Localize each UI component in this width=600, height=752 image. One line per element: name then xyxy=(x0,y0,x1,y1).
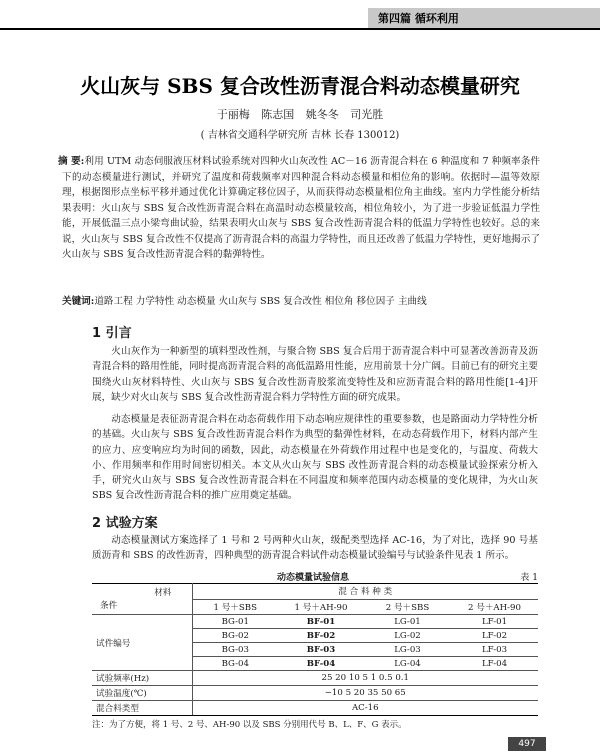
corner-condition: 条件 xyxy=(100,601,118,611)
column-header: 2 号＋SBS xyxy=(364,599,451,615)
table-cell: BF-04 xyxy=(278,657,364,671)
grad-label: 混合料类型 xyxy=(92,701,192,716)
affiliation: ( 吉林省交通科学研究所 吉林 长春 130012) xyxy=(200,130,400,141)
authors: 于丽梅 陈志国 姚冬冬 司光胜 xyxy=(216,108,384,121)
column-header: 1 号＋AH-90 xyxy=(278,599,364,615)
table-cell: BG-02 xyxy=(192,629,278,643)
intro-paragraph-1: 火山灰作为一种新型的填料型改性剂，与聚合物 SBS 复合后用于沥青混合料中可显著改善沥青及沥青混合料的路用性能，同时提高沥青混合料的高低温路用性能，应用前景十分广阔。目前已有的研究主要围绕火山灰材料特性、火山灰与 SBS 复合改性沥青胶浆流变特性及和应沥青混合料的路用性能[1-4]开展，缺少对火山灰与 SBS 复合改性沥青混合料力学特性方面的研究成果。 xyxy=(92,346,538,403)
table-cell: BF-01 xyxy=(278,615,364,629)
table-cell: BG-01 xyxy=(192,615,278,629)
paper-title: 火山灰与 SBS 复合改性沥青混合料动态模量研究 xyxy=(80,74,520,98)
table-cell: BF-02 xyxy=(278,629,364,643)
table-cell: LG-01 xyxy=(364,615,451,629)
table-note: 注：为了方便，将 1 号、2 号、AH-90 以及 SBS 分别用代号 B、L、F、G 表示。 xyxy=(92,720,407,730)
params-table xyxy=(92,583,538,716)
table-cell: BF-03 xyxy=(278,643,364,657)
abstract-label: 摘 要: xyxy=(58,156,85,167)
header-rule xyxy=(0,28,600,30)
table-corner-cell xyxy=(92,584,192,615)
section-heading-method: 2 试验方案 xyxy=(92,516,158,531)
specimen-label: 试件编号 xyxy=(92,615,192,671)
corner-material: 材料 xyxy=(154,588,172,598)
abstract-text: 利用 UTM 动态伺服液压材料试验系统对四种火山灰改性 AC－16 沥青混合料在 6 种温度和 7 种频率条件下的动态模量进行测试，并研究了温度和荷载频率对四种混合料动态模量和相位角的影响。依据时—温等效原理，根据图形点坐标平移并通过优化计算确定移位因子，从而获得动态模量相位角主曲线。室内力学性能分析结果表明：火山灰与 SBS 复合改性沥青混合料在高温时动态模量较高，相位角较小，为了进一步验证低温力学性能，开展低温三点小梁弯曲试验，结果表明火山灰与 SBS 复合改性沥青混合料的低温力学特性也较好。总的来说，火山灰与 SBS 复合改性不仅提高了沥青混合料的高温力学特性，而且还改善了低温力学特性，更好地揭示了火山灰与 SBS 复合改性沥青混合料的黏弹特性。 xyxy=(62,156,540,260)
column-header: 2 号＋AH-90 xyxy=(451,599,538,615)
freq-values: 25 20 10 5 1 0.5 0.1 xyxy=(192,671,538,686)
table-cell: BG-04 xyxy=(192,657,278,671)
keywords xyxy=(62,294,540,309)
abstract xyxy=(58,154,540,263)
table-cell: LF-02 xyxy=(451,629,538,643)
table-title: 动态模量试验信息 xyxy=(277,573,350,583)
page-number: 497 xyxy=(508,737,546,751)
table-cell: LF-01 xyxy=(451,615,538,629)
keywords-text: 道路工程 力学特性 动态模量 火山灰与 SBS 复合改性 相位角 移位因子 主曲线 xyxy=(94,296,427,307)
method-paragraph-1: 动态模量测试方案选择了 1 号和 2 号两种火山灰，级配类型选择 AC-16，为了对比，选择 90 号基质沥青和 SBS 的改性沥青，四种典型的沥青混合料试件动态模量试验编号与试验条件见表 1 所示。 xyxy=(92,535,538,562)
temp-values: −10 5 20 35 50 65 xyxy=(192,686,538,701)
table-row xyxy=(92,686,538,701)
freq-label: 试验频率(Hz) xyxy=(92,671,192,686)
table-row xyxy=(92,615,538,629)
table-row xyxy=(92,701,538,716)
table-cell: LG-03 xyxy=(364,643,451,657)
running-header: 第四篇 循环利用 xyxy=(378,12,459,25)
table-number: 表 1 xyxy=(520,573,538,583)
grad-value: AC-16 xyxy=(192,701,538,716)
column-header: 1 号＋SBS xyxy=(192,599,278,615)
table-cell: LG-02 xyxy=(364,629,451,643)
keywords-label: 关键词: xyxy=(62,296,95,307)
table-cell: LF-04 xyxy=(451,657,538,671)
group-header: 混 合 料 种 类 xyxy=(192,584,538,600)
table-cell: BG-03 xyxy=(192,643,278,657)
table-header-row xyxy=(92,584,538,600)
temp-label: 试验温度(℃) xyxy=(92,686,192,701)
intro-paragraph-2: 动态模量是表征沥青混合料在动态荷载作用下动态响应规律性的重要参数，也是路面动力学特性分析的基础。火山灰与 SBS 复合改性沥青混合料作为典型的黏弹性材料，在动态荷载作用下，材料内部产生的应力、应变响应均为时间的函数，因此，动态模量在外荷载作用过程中也是变化的，与温度、荷载大小、作用频率和作用时间密切相关。本文从火山灰与 SBS 改性沥青混合料的动态模量试验探索分析入手，研究火山灰与 SBS 复合改性沥青混合料在不同温度和频率范围内动态模量的变化规律，为火山灰 SBS 复合改性沥青混合料的推广应用奠定基础。 xyxy=(92,414,538,502)
table-cell: LG-04 xyxy=(364,657,451,671)
table-cell: LF-03 xyxy=(451,643,538,657)
section-heading-intro: 1 引言 xyxy=(92,326,132,341)
table-row xyxy=(92,671,538,686)
